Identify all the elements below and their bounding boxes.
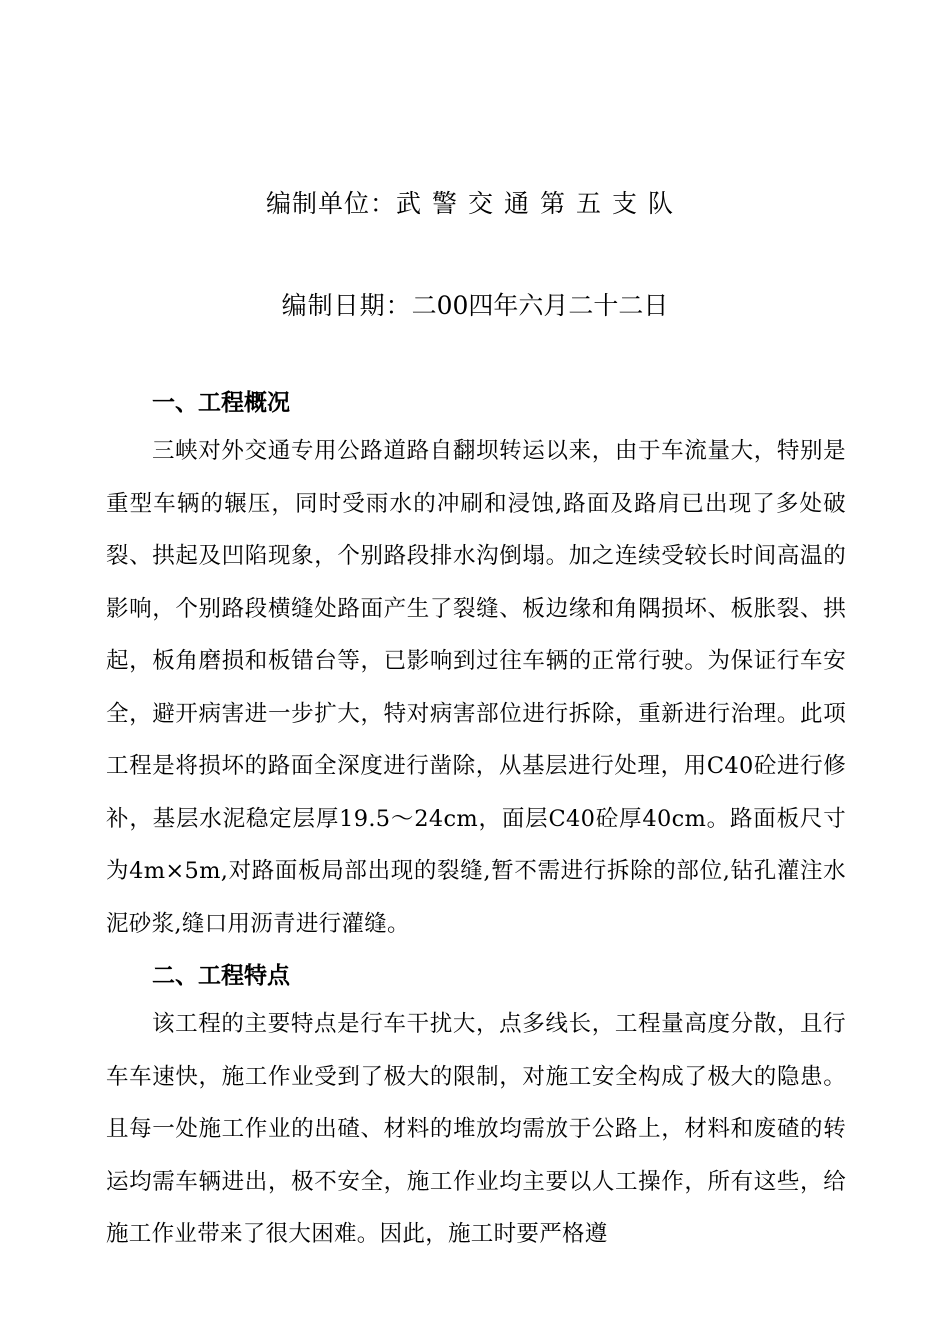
compiling-unit-label: 编制单位： [265, 189, 396, 218]
section-heading-features: 二、工程特点 [152, 963, 290, 989]
document-body [106, 381, 846, 1261]
compiling-unit-value: 武警交通第五支队 [396, 189, 685, 218]
section-heading-overview: 一、工程概况 [152, 390, 290, 416]
compiling-date-line [0, 286, 950, 322]
compiling-unit-line [0, 184, 950, 220]
compiling-date-label: 编制日期： [281, 291, 412, 320]
section-paragraph-features: 该工程的主要特点是行车干扰大，点多线长，工程量高度分散，且行车车速快，施工作业受到了极大的限制，对施工安全构成了极大的隐患。且每一处施工作业的出碴、材料的堆放均需放于公路上，材料和废碴的转运均需车辆进出，极不安全，施工作业均主要以人工操作，所有这些，给施工作业带来了很大困难。因此，施工时要严格遵 [106, 1011, 846, 1247]
compiling-date-value: 二00四年六月二十二日 [411, 291, 669, 320]
section-paragraph-overview: 三峡对外交通专用公路道路自翻坝转运以来，由于车流量大，特别是重型车辆的辗压，同时受雨水的冲刷和浸蚀,路面及路肩已出现了多处破裂、拱起及凹陷现象，个别路段排水沟倒塌。加之连续受较长时间高温的影响，个别路段横缝处路面产生了裂缝、板边缘和角隅损坏、板胀裂、拱起，板角磨损和板错台等，已影响到过往车辆的正常行驶。为保证行车安全，避开病害进一步扩大，特对病害部位进行拆除，重新进行治理。此项工程是将损坏的路面全深度进行凿除，从基层进行处理，用C40砼进行修补，基层水泥稳定层厚19.5～24cm，面层C40砼厚40cm。路面板尺寸为4m×5m,对路面板局部出现的裂缝,暂不需进行拆除的部位,钻孔灌注水泥砂浆,缝口用沥青进行灌缝。 [106, 438, 846, 937]
